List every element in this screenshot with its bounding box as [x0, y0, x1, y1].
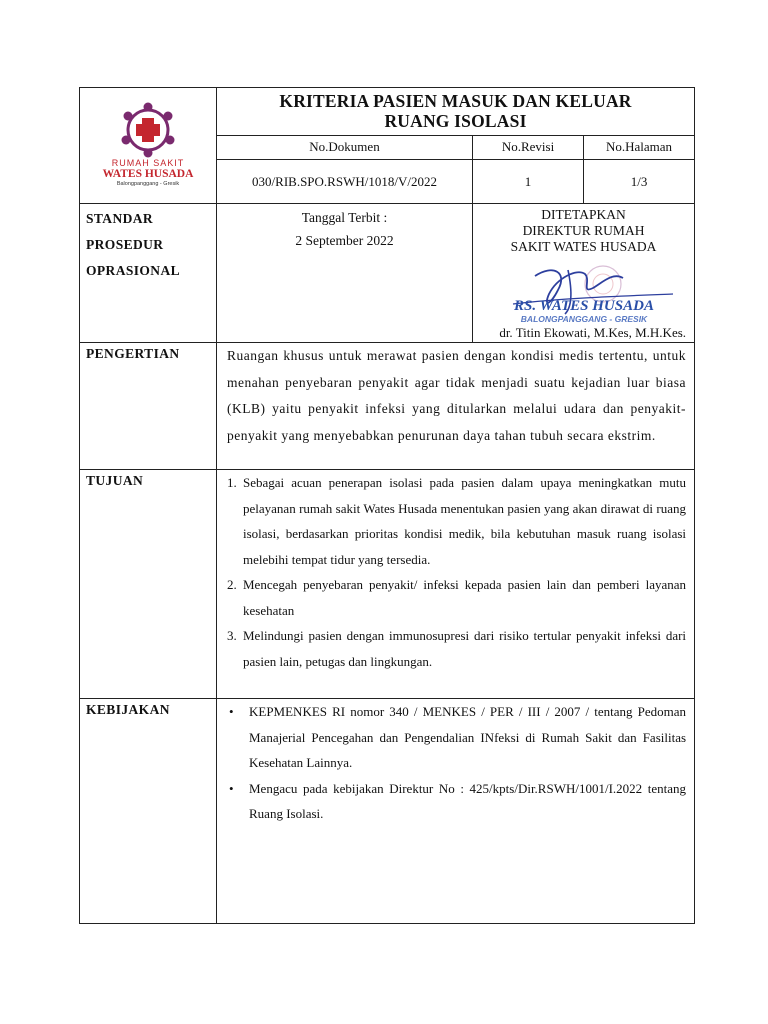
kebijakan-list: [227, 699, 686, 827]
sop-label-line-2: PROSEDUR: [86, 237, 164, 252]
pengertian-text: Ruangan khusus untuk merawat pasien dengan kondisi medis tertentu, untuk menahan penyebaran penyakit agar tidak menjadi suatu kejadian luar biasa (KLB) yaitu penyakit infeksi yang ditularkan melalui udara dan penyakit-penyakit yang menyebabkan penurunan daya tahan tubuh secara ekstrim.: [227, 348, 687, 443]
list-item: 3. Melindungi pasien dengan immunosupresi dari risiko tertular penyakit infeksi dari pasien lain, petugas dan lingkungan.: [227, 628, 687, 669]
tanggal-terbit-cell: [217, 204, 473, 343]
signer-name: dr. Titin Ekowati, M.Kes, M.H.Kes.: [499, 325, 687, 340]
logo-hospital-name: WATES HUSADA: [102, 168, 194, 180]
no-revisi-label: No.Revisi: [473, 135, 584, 159]
tujuan-label: TUJUAN: [80, 470, 217, 699]
list-item: 1. Sebagai acuan penerapan isolasi pada pasien dalam upaya meningkatkan mutu pelayanan rumah sakit Wates Husada menentukan pasien yang akan dirawat di ruang isolasi, berdasarkan prioritas kondisi medik, bila kebutuhan masuk ruang isolasi melebihi tempat tidur yang tersedia.: [227, 475, 687, 567]
no-dokumen-value: 030/RIB.SPO.RSWH/1018/V/2022: [217, 160, 473, 204]
document-title: [217, 88, 695, 136]
kebijakan-cell: [217, 699, 695, 924]
signature-icon: [473, 264, 695, 326]
ditetapkan-line-3: SAKIT WATES HUSADA: [510, 239, 657, 254]
sop-label: [80, 204, 217, 343]
no-halaman-value: 1/3: [584, 160, 695, 204]
logo-location: Balongpanggang - Gresik: [116, 181, 180, 186]
no-revisi-value: 1: [473, 160, 584, 204]
tujuan-cell: [217, 470, 695, 699]
hospital-logo: [98, 100, 198, 186]
pengertian-label: PENGERTIAN: [80, 343, 217, 470]
hospital-logo-cell: [80, 88, 217, 204]
logo-top-text: RUMAH SAKIT: [111, 158, 185, 168]
tanggal-terbit-value: 2 September 2022: [295, 233, 394, 248]
title-line-1: KRITERIA PASIEN MASUK DAN KELUAR: [279, 91, 632, 111]
signature-stamp: [473, 264, 694, 324]
tanggal-terbit-label: Tanggal Terbit :: [301, 210, 388, 225]
no-dokumen-label: No.Dokumen: [217, 135, 473, 159]
list-item: • Mengacu pada kebijakan Direktur No : 425/kpts/Dir.RSWH/1001/I.2022 tentang Ruang Isolasi.: [229, 780, 687, 821]
tujuan-list: [227, 470, 686, 674]
pengertian-cell: [217, 343, 695, 470]
sop-label-line-1: STANDAR: [86, 211, 154, 226]
ditetapkan-cell: [473, 204, 695, 343]
kebijakan-label: KEBIJAKAN: [80, 699, 217, 924]
title-line-2: RUANG ISOLASI: [384, 111, 527, 131]
stamp-location: BALONGPANGGANG - GRESIK: [520, 314, 648, 324]
ditetapkan-line-1: DITETAPKAN: [541, 207, 626, 222]
list-item: 2. Mencegah penyebaran penyakit/ infeksi kepada pasien lain dan pemberi layanan kesehatan: [227, 577, 687, 618]
spo-table: [79, 87, 695, 924]
stamp-name: RS. WATES HUSADA: [514, 298, 654, 314]
list-item: • KEPMENKES RI nomor 340 / MENKES / PER / III / 2007 / tentang Pedoman Manajerial Pencegahan dan Pengendalian INfeksi di Rumah Sakit dan Fasilitas Kesehatan Lainnya.: [229, 704, 687, 770]
no-halaman-label: No.Halaman: [584, 135, 695, 159]
sop-label-line-3: OPRASIONAL: [86, 263, 181, 278]
spo-document: [79, 87, 694, 914]
ditetapkan-line-2: DIREKTUR RUMAH: [522, 223, 645, 238]
